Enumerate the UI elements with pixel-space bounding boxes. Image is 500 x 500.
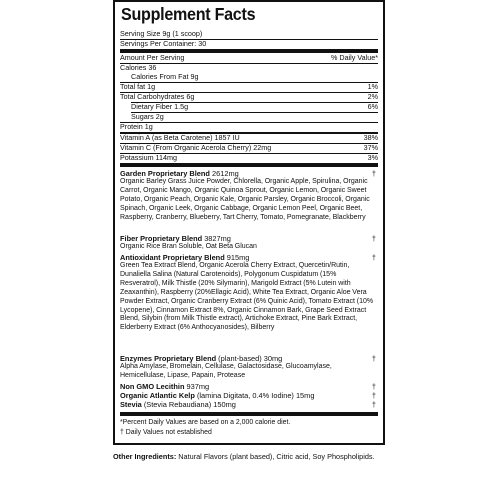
nutrient-dv: 6% [367, 102, 378, 111]
blend-ingredients: Green Tea Extract Blend, Organic Acerola Cherry Extract, Quercetin/Rutin, Dunaliella Salina (Natural Carotenoids), Polygonum Cuspidatum (15% Resveratrol), Milk Thistle (20% Silymarin), Marigold Extract (5% Lutein with Zeaxanthin), Raspberry (20%Ellagic Acid), White Tea Extract, Organic Aloe Vera Powder Extract, Organic Cranberry Extract (6% Quinic Acid), Tomato Extract (10% Lycopene), Cinnamon Extract 8%, Organic Cinnamon Bark, Grape Seed Extract Blend, Silybin (from Milk Thistle extract), Artichoke Extract, Pine Bark Extract, Elderberry Extract (6% Anthocyanosides), Bilberry [120, 262, 374, 332]
dagger-mark: † [371, 382, 376, 391]
blend-name: Antioxidant Proprietary Blend [120, 253, 225, 262]
ingredient-name: Organic Atlantic Kelp [120, 391, 195, 400]
other-ingredients-label: Other Ingredients: [113, 452, 177, 461]
nutrient-row [131, 73, 378, 81]
ingredient-row [120, 382, 378, 391]
blend-antioxidant [120, 253, 378, 333]
ingredient-name: Non GMO Lecithin [120, 382, 185, 391]
ingredient-name: Stevia [120, 400, 142, 409]
thick-divider [120, 163, 378, 167]
ingredient-amount: (Stevia Rebaudiana) 150mg [141, 400, 236, 409]
blend-amount: 915mg [224, 253, 250, 262]
nutrient-label: Vitamin A (as Beta Carotene) 1857 IU [120, 133, 240, 142]
nutrient-row [120, 144, 378, 152]
nutrient-label: Total fat 1g [120, 82, 156, 91]
blend-name: Enzymes Proprietary Blend [120, 354, 217, 363]
blend-header [120, 253, 378, 262]
dagger-mark: † [371, 354, 376, 363]
blend-amount: 2612mg [209, 169, 239, 178]
nutrient-row [120, 154, 378, 162]
nutrient-dv: 37% [363, 143, 378, 152]
servings-per-container: Servings Per Container: 30 [120, 39, 207, 48]
nutrient-dv: 3% [367, 153, 378, 162]
blend-header [120, 169, 378, 178]
nutrient-label: Potassium 114mg [120, 153, 177, 162]
footnote-dagger: † Daily Values not established [120, 429, 212, 436]
nutrient-dv: 1% [367, 82, 378, 91]
nutrient-row [120, 134, 378, 142]
thick-divider [120, 412, 378, 416]
daily-value-header: % Daily Value* [330, 53, 378, 62]
blend-name: Fiber Proprietary Blend [120, 234, 203, 243]
nutrient-row [120, 123, 378, 131]
dagger-mark: † [371, 234, 376, 243]
panel-title: Supplement Facts [121, 4, 256, 24]
nutrient-dv: 38% [363, 133, 378, 142]
other-ingredients [113, 452, 385, 461]
ingredient-kelp [120, 391, 378, 400]
blend-ingredients: Organic Rice Bran Soluble, Oat Beta Glucan [120, 243, 257, 250]
nutrient-label: Calories 36 [120, 63, 157, 72]
nutrient-label: Protein 1g [120, 122, 153, 131]
blend-header [120, 354, 378, 363]
header-row [120, 54, 378, 62]
ingredient-stevia [120, 400, 378, 409]
supplement-facts-panel [113, 0, 385, 500]
nutrient-label: Total Carbohydrates 6g [120, 92, 195, 101]
blend-header [120, 234, 378, 243]
nutrient-label: Sugars 2g [131, 112, 164, 121]
amount-per-serving-label: Amount Per Serving [120, 53, 185, 62]
nutrient-row [120, 83, 378, 91]
nutrient-dv: 2% [367, 92, 378, 101]
other-ingredients-text: Natural Flavors (plant based), Citric acid, Soy Phospholipids. [176, 452, 375, 461]
nutrient-row [120, 93, 378, 101]
blend-ingredients: Organic Barley Grass Juice Powder, Chlorella, Organic Apple, Spirulina, Organic Carrot, Organic Mango, Organic Quinoa Sprout, Organic Lemon, Organic Sweet Potato, Organic Peach, Organic Kale, Organic Parsley, Organic Broccoli, Organic Spinach, Organic Leek, Organic Cabbage, Organic Lemon Peel, Organic Beet, Raspberry, Cranberry, Blueberry, Tart Cherry, Tomato, Pomegranate, Blackberry [120, 178, 370, 221]
ingredient-row [120, 400, 378, 409]
blend-enzymes [120, 354, 378, 381]
blend-fiber [120, 234, 378, 252]
blend-garden [120, 169, 378, 223]
nutrient-label: Vitamin C (From Organic Acerola Cherry) 22mg [120, 143, 272, 152]
blend-amount: 3827mg [202, 234, 231, 243]
serving-size: Serving Size 9g (1 scoop) [120, 29, 203, 38]
nutrient-row [131, 113, 378, 121]
ingredient-lecithin [120, 382, 378, 391]
ingredient-row [120, 391, 378, 400]
blend-amount: (plant-based) 30mg [216, 354, 283, 363]
nutrient-row [131, 103, 378, 111]
nutrient-row [120, 64, 378, 72]
footnote-daily-value: *Percent Daily Values are based on a 2,000 calorie diet. [120, 419, 291, 426]
dagger-mark: † [371, 391, 376, 400]
dagger-mark: † [371, 253, 376, 262]
nutrient-label: Calories From Fat 9g [131, 72, 199, 81]
dagger-mark: † [371, 169, 376, 178]
blend-ingredients: Alpha Amylase, Bromelain, Cellulase, Galactosidase, Glucoamylase, Hemicellulase, Lipase, Papain, Protease [120, 363, 332, 379]
ingredient-amount: 937mg [184, 382, 210, 391]
dagger-mark: † [371, 400, 376, 409]
ingredient-amount: (lamina Digitata, 0.4% Iodine) 15mg [194, 391, 315, 400]
nutrient-label: Dietary Fiber 1.5g [131, 102, 189, 111]
blend-name: Garden Proprietary Blend [120, 169, 210, 178]
facts-box [113, 0, 385, 445]
